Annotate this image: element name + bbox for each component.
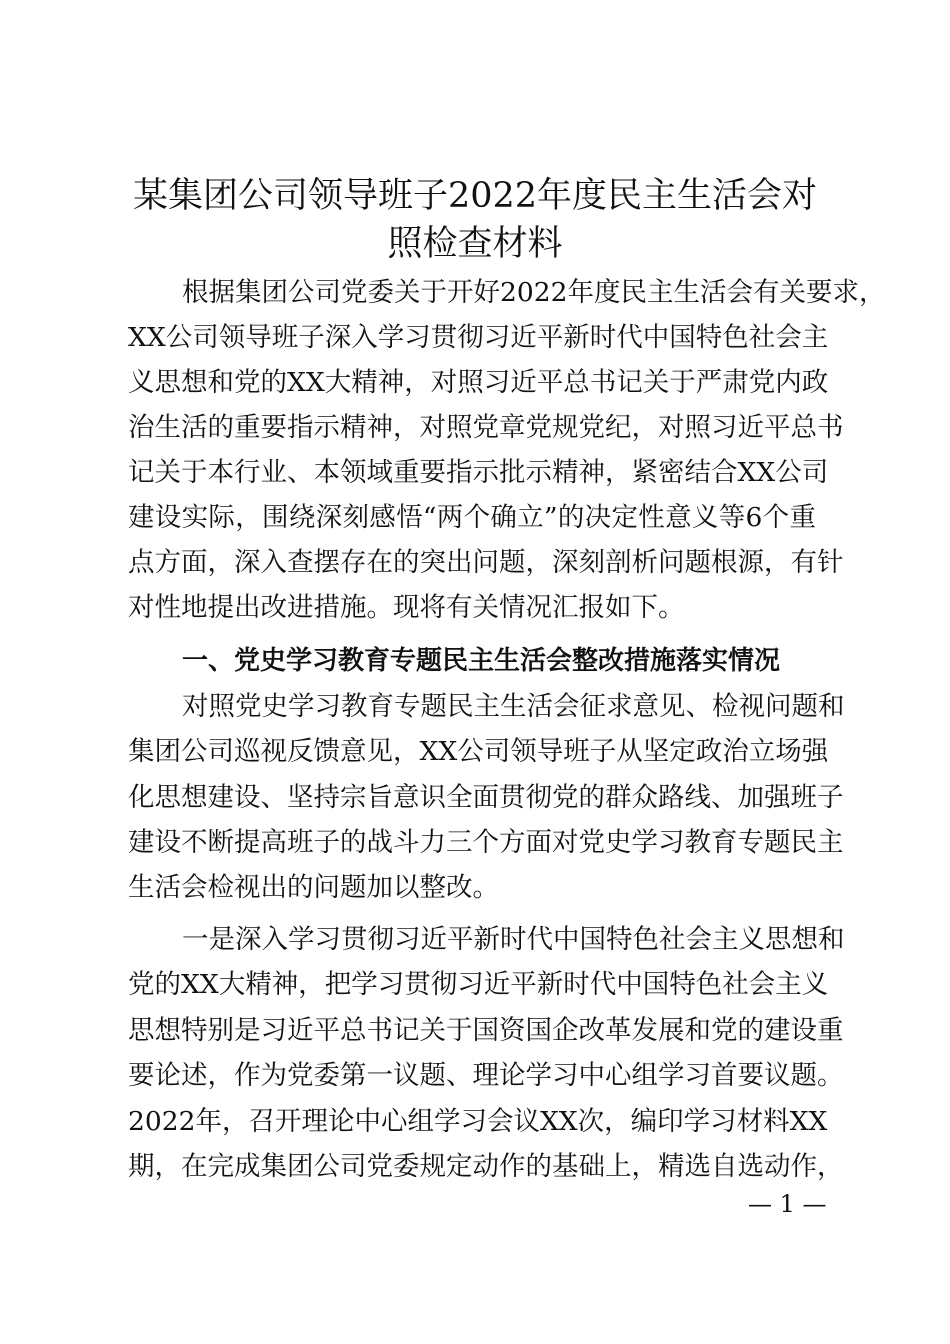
text-line: XX公司领导班子深入学习贯彻习近平新时代中国特色社会主 — [128, 322, 829, 353]
text-line: 化思想建设、坚持宗旨意识全面贯彻党的群众路线、加强班子 — [128, 782, 844, 813]
text-line: 义思想和党的XX大精神，对照习近平总书记关于严肃党内政 — [128, 367, 829, 398]
text-line: 2022年，召开理论中心组学习会议XX次，编印学习材料XX — [128, 1106, 828, 1137]
text-line: 期，在完成集团公司党委规定动作的基础上，精选自选动作， — [128, 1151, 844, 1182]
text-line: 党的XX大精神，把学习贯彻习近平新时代中国特色社会主义 — [128, 969, 829, 1000]
text-line: 一是深入学习贯彻习近平新时代中国特色社会主义思想和 — [182, 924, 845, 955]
text-line: 对照党史学习教育专题民主生活会征求意见、检视问题和 — [182, 691, 845, 722]
text-line: 要论述，作为党委第一议题、理论学习中心组学习首要议题。 — [128, 1060, 844, 1091]
document-title-line-1: 某集团公司领导班子2022年度民主生活会对 — [132, 176, 818, 216]
document-title-line-2: 照检查材料 — [387, 224, 563, 264]
text-line: 点方面，深入查摆存在的突出问题，深刻剖析问题根源，有针 — [128, 547, 844, 578]
text-line: 根据集团公司党委关于开好2022年度民主生活会有关要求， — [182, 277, 886, 308]
page-number: — 1 — — [748, 1190, 827, 1218]
text-line: 建设不断提高班子的战斗力三个方面对党史学习教育专题民主 — [128, 827, 844, 858]
text-line: 治生活的重要指示精神，对照党章党规党纪，对照习近平总书 — [128, 412, 844, 443]
text-line: 生活会检视出的问题加以整改。 — [128, 872, 499, 903]
text-line: 记关于本行业、本领域重要指示批示精神，紧密结合XX公司 — [128, 457, 829, 488]
text-line: 建设实际，围绕深刻感悟“两个确立”的决定性意义等6个重 — [128, 502, 816, 533]
section-heading: 一、党史学习教育专题民主生活会整改措施落实情况 — [182, 646, 781, 676]
text-line: 思想特别是习近平总书记关于国资国企改革发展和党的建设重 — [128, 1015, 844, 1046]
text-line: 对性地提出改进措施。现将有关情况汇报如下。 — [128, 592, 685, 623]
text-line: 集团公司巡视反馈意见，XX公司领导班子从坚定政治立场强 — [128, 736, 829, 767]
